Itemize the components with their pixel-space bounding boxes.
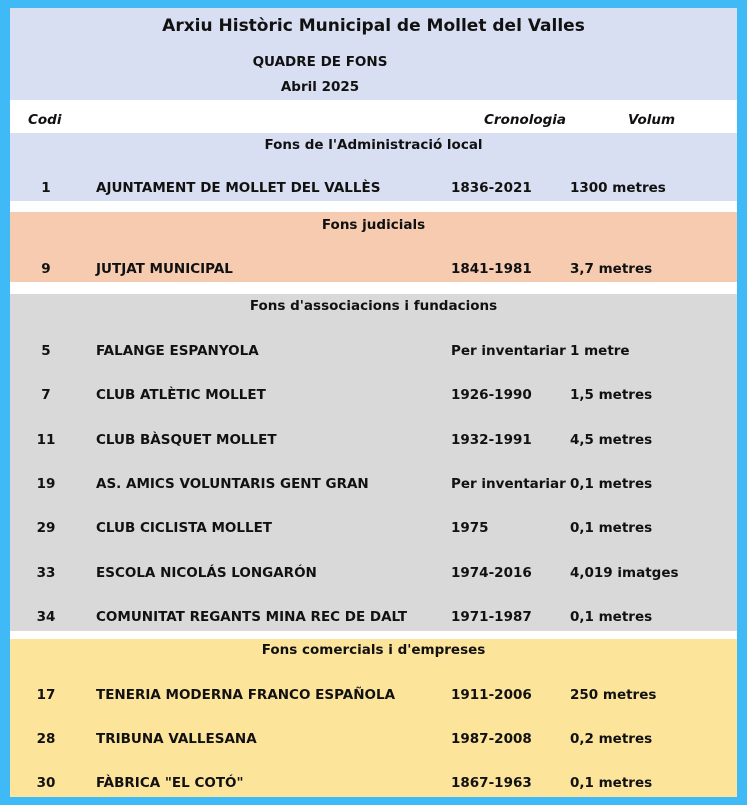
row-volume: 4,5 metres	[570, 432, 653, 448]
row-volume: 1300 metres	[570, 180, 666, 196]
section-judicials	[10, 212, 737, 282]
table-row	[10, 343, 737, 365]
row-code: 17	[36, 687, 56, 703]
table-row	[10, 432, 737, 454]
row-chronology: 1841-1981	[451, 261, 532, 277]
row-name: ESCOLA NICOLÁS LONGARÓN	[96, 565, 317, 581]
row-code: 34	[36, 609, 56, 625]
row-code: 19	[36, 476, 56, 492]
row-code: 30	[36, 775, 56, 791]
row-volume: 250 metres	[570, 687, 657, 703]
table-row	[10, 775, 737, 797]
table-row	[10, 520, 737, 542]
row-chronology: Per inventariar	[451, 343, 566, 359]
row-chronology: 1836-2021	[451, 180, 532, 196]
row-chronology: 1971-1987	[451, 609, 532, 625]
row-volume: 0,1 metres	[570, 609, 653, 625]
row-code: 9	[41, 261, 51, 277]
row-name: CLUB CICLISTA MOLLET	[96, 520, 273, 536]
row-chronology: 1932-1991	[451, 432, 532, 448]
table-row	[10, 687, 737, 709]
section-associations	[10, 294, 737, 631]
row-code: 11	[36, 432, 56, 448]
row-volume: 0,1 metres	[570, 520, 653, 536]
section-title: Fons comercials i d'empreses	[261, 642, 486, 658]
row-volume: 4,019 imatges	[570, 565, 679, 581]
row-chronology: 1926-1990	[451, 387, 532, 403]
section-title: Fons d'associacions i fundacions	[249, 298, 498, 314]
column-header-chronology: Cronologia	[484, 112, 567, 128]
table-row	[10, 180, 737, 202]
row-chronology: 1987-2008	[451, 731, 532, 747]
row-name: AJUNTAMENT DE MOLLET DEL VALLÈS	[96, 180, 381, 196]
row-chronology: Per inventariar	[451, 476, 566, 492]
row-code: 7	[41, 387, 51, 403]
row-volume: 0,1 metres	[570, 775, 653, 791]
table-row	[10, 476, 737, 498]
table-row	[10, 387, 737, 409]
column-header-code: Codi	[28, 112, 62, 128]
row-name: AS. AMICS VOLUNTARIS GENT GRAN	[96, 476, 369, 492]
row-chronology: 1867-1963	[451, 775, 532, 791]
row-name: CLUB BÀSQUET MOLLET	[96, 432, 277, 448]
document-date: Abril 2025	[280, 79, 360, 95]
row-name: FÀBRICA "EL COTÓ"	[96, 775, 244, 791]
row-name: JUTJAT MUNICIPAL	[96, 261, 233, 277]
column-header-volume: Volum	[628, 112, 676, 128]
row-code: 1	[41, 180, 51, 196]
row-code: 5	[41, 343, 51, 359]
table-row	[10, 731, 737, 753]
row-volume: 1 metre	[570, 343, 630, 359]
row-name: TENERIA MODERNA FRANCO ESPAÑOLA	[96, 687, 396, 703]
section-commercial	[10, 639, 737, 797]
section-title: Fons de l'Administració local	[264, 137, 483, 153]
row-name: COMUNITAT REGANTS MINA REC DE DALT	[96, 609, 408, 625]
row-volume: 3,7 metres	[570, 261, 653, 277]
section-title: Fons judicials	[321, 217, 426, 233]
fonds-table-document	[10, 8, 737, 797]
table-row	[10, 609, 737, 631]
row-chronology: 1911-2006	[451, 687, 532, 703]
row-chronology: 1974-2016	[451, 565, 532, 581]
row-volume: 0,1 metres	[570, 476, 653, 492]
document-title: Arxiu Històric Municipal de Mollet del Valles	[162, 16, 585, 36]
header-band	[10, 8, 737, 100]
document-subtitle: QUADRE DE FONS	[252, 54, 388, 70]
table-row	[10, 565, 737, 587]
row-name: FALANGE ESPANYOLA	[96, 343, 259, 359]
row-code: 33	[36, 565, 56, 581]
table-row	[10, 261, 737, 283]
row-name: TRIBUNA VALLESANA	[96, 731, 257, 747]
row-volume: 0,2 metres	[570, 731, 653, 747]
row-code: 29	[36, 520, 56, 536]
row-code: 28	[36, 731, 56, 747]
row-volume: 1,5 metres	[570, 387, 653, 403]
section-admin-local	[10, 133, 737, 201]
row-chronology: 1975	[451, 520, 489, 536]
row-name: CLUB ATLÈTIC MOLLET	[96, 387, 266, 403]
